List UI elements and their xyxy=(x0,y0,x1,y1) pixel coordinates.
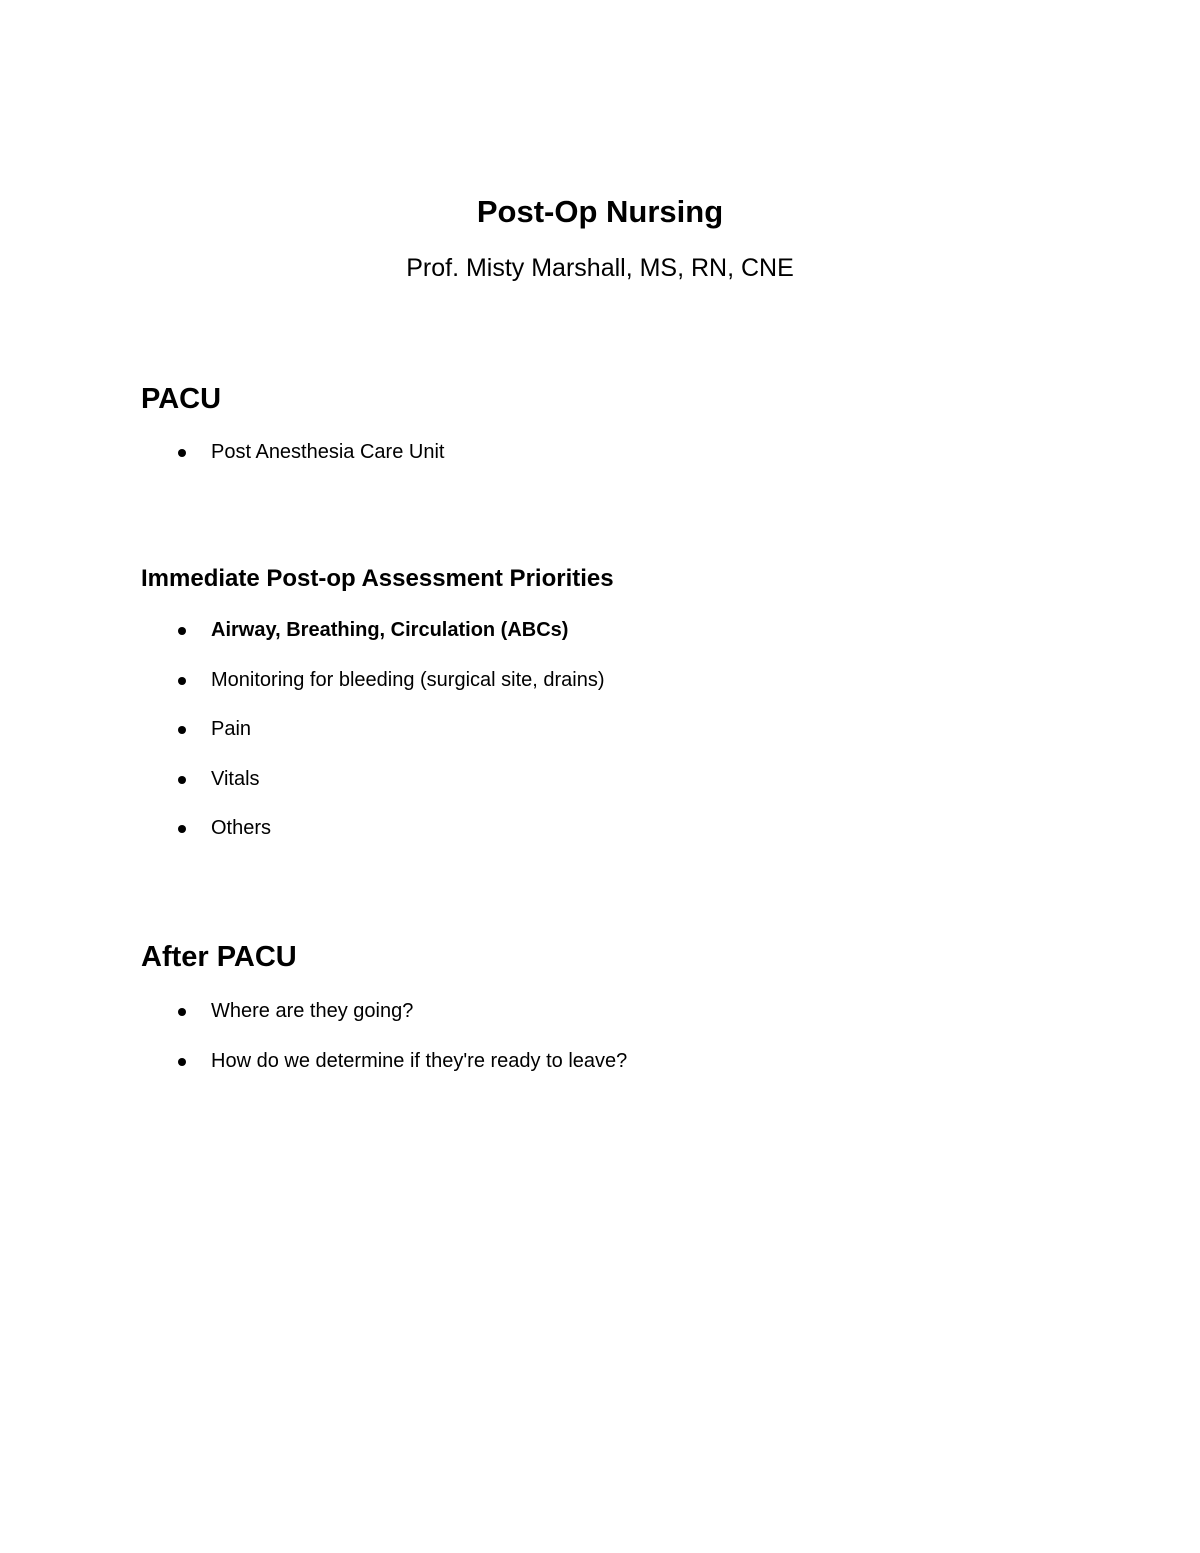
bullet-icon xyxy=(178,1008,186,1016)
list-item-text: Vitals xyxy=(211,767,260,790)
bullet-icon xyxy=(178,825,186,833)
bullet-icon xyxy=(178,449,186,457)
bullet-icon xyxy=(178,677,186,685)
list-item-text: Pain xyxy=(211,718,252,740)
bullet-icon xyxy=(178,627,186,635)
bullet-icon xyxy=(178,726,186,734)
list-item-text: Monitoring for bleeding (surgical site, drains) xyxy=(211,668,605,691)
section-heading-pacu: PACU xyxy=(141,383,222,415)
list-item-text: Airway, Breathing, Circulation (ABCs) xyxy=(211,619,569,641)
document-title: Post-Op Nursing xyxy=(476,194,724,229)
section-heading-immediate-priorities: Immediate Post-op Assessment Priorities xyxy=(141,565,614,592)
list-item-text: How do we determine if they're ready to leave? xyxy=(211,1049,628,1072)
list-item-text: Where are they going? xyxy=(211,1000,414,1022)
section-heading-after-pacu: After PACU xyxy=(141,941,297,973)
document-subtitle: Prof. Misty Marshall, MS, RN, CNE xyxy=(406,254,794,282)
list-item-text: Post Anesthesia Care Unit xyxy=(211,441,445,463)
bullet-icon xyxy=(178,1058,186,1066)
list-item-text: Others xyxy=(211,817,272,839)
bullet-icon xyxy=(178,776,186,784)
